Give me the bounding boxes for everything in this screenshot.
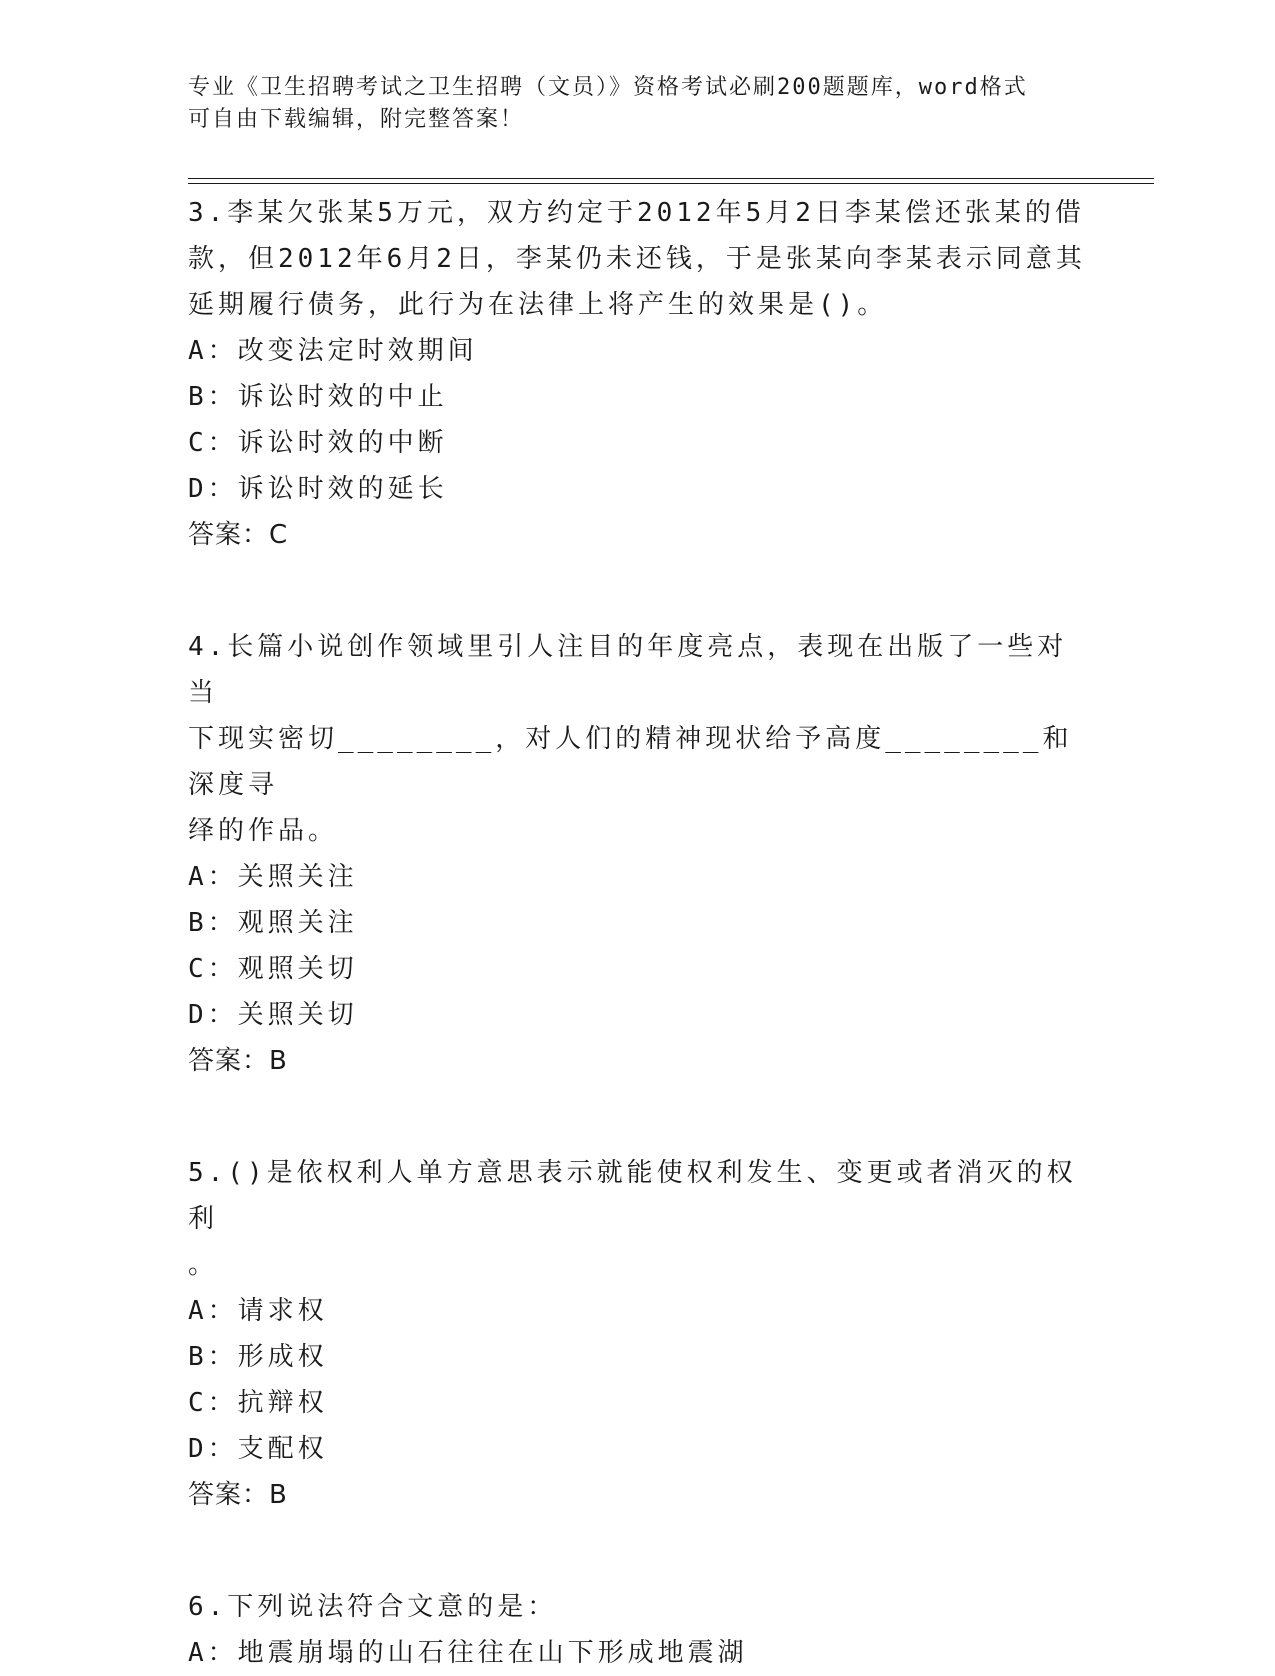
option-c: C：观照关切	[188, 954, 358, 984]
option-a: A：改变法定时效期间	[188, 336, 478, 366]
question-list	[188, 190, 1088, 1676]
question-text-line: 。	[188, 1250, 219, 1280]
answer-label: 答案：B	[188, 1046, 288, 1076]
spacer	[188, 558, 1088, 624]
document-header	[188, 72, 1068, 136]
spacer	[188, 1084, 1088, 1150]
spacer	[188, 1518, 1088, 1584]
option-a: A：地震崩塌的山石往往在山下形成地震湖	[188, 1638, 748, 1668]
question-text-line: 款，但2012年6月2日，李某仍未还钱，于是张某向李某表示同意其	[188, 244, 1086, 274]
header-line-1: 专业《卫生招聘考试之卫生招聘（文员）》资格考试必刷200题题库，word格式	[188, 75, 1028, 100]
option-d: D：诉讼时效的延长	[188, 474, 448, 504]
answer-label: 答案：B	[188, 1480, 288, 1510]
option-a: A：请求权	[188, 1296, 328, 1326]
header-line-2: 可自由下载编辑，附完整答案！	[188, 107, 525, 132]
option-d: D：关照关切	[188, 1000, 358, 1030]
option-a: A：关照关注	[188, 862, 358, 892]
question-text-line: 6.下列说法符合文意的是：	[188, 1592, 558, 1622]
question-text-line: 绎的作品。	[188, 816, 339, 846]
question-3	[188, 190, 1088, 558]
question-5	[188, 1150, 1088, 1518]
option-d: D：支配权	[188, 1434, 328, 1464]
question-text-line: 5.()是依权利人单方意思表示就能使权利发生、变更或者消灭的权利	[188, 1158, 1077, 1234]
answer-label: 答案：C	[188, 520, 289, 550]
header-divider-bottom	[188, 183, 1154, 184]
header-divider-top	[188, 178, 1154, 179]
question-text-line: 3.李某欠张某5万元，双方约定于2012年5月2日李某偿还张某的借	[188, 198, 1085, 228]
question-6	[188, 1584, 1088, 1676]
question-text-line: 4.长篇小说创作领域里引人注目的年度亮点，表现在出版了一些对当	[188, 632, 1068, 708]
question-4	[188, 624, 1088, 1084]
option-c: C：诉讼时效的中断	[188, 428, 448, 458]
option-b: B：形成权	[188, 1342, 328, 1372]
option-c: C：抗辩权	[188, 1388, 328, 1418]
question-text-line: 下现实密切________，对人们的精神现状给予高度________和深度寻	[188, 724, 1073, 800]
option-b: B：诉讼时效的中止	[188, 382, 448, 412]
option-b: B：观照关注	[188, 908, 358, 938]
question-text-line: 延期履行债务，此行为在法律上将产生的效果是()。	[188, 290, 888, 320]
